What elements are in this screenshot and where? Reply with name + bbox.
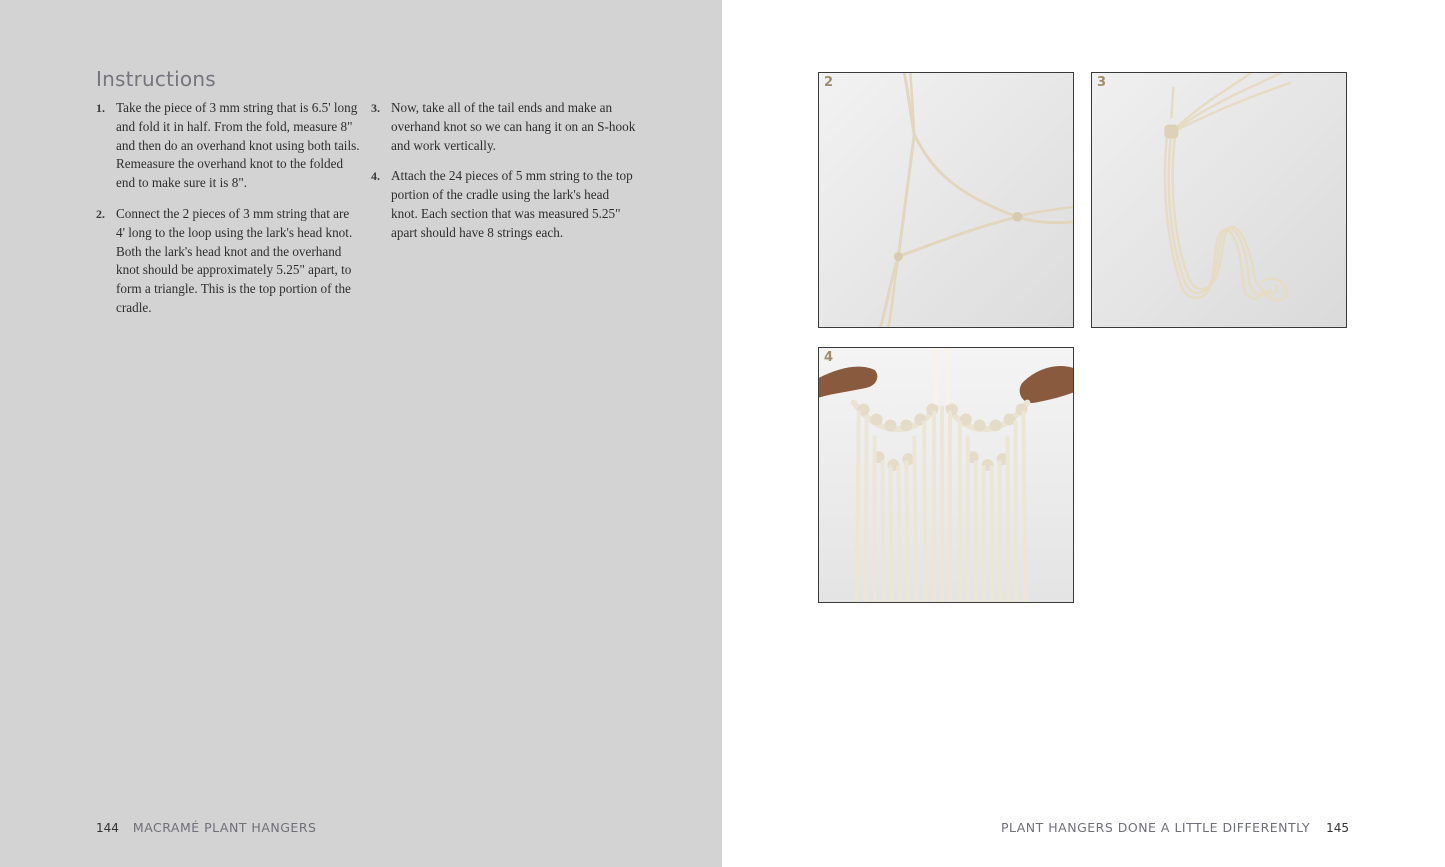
left-running-title: MACRAMÉ PLANT HANGERS: [132, 820, 317, 835]
instructions-heading: Instructions: [96, 67, 216, 91]
step-number: 2.: [96, 206, 105, 221]
step-number: 1.: [96, 101, 105, 115]
step-item: [96, 99, 361, 193]
step-item: [96, 205, 361, 318]
macrame-cradle-photo-icon: [819, 348, 1073, 602]
knotted-strings-photo-icon: [1092, 73, 1346, 327]
left-page-number: 144: [96, 821, 119, 835]
step-text: Attach the 24 pieces of 5 mm string to the top portion of the cradle using the lark's head knot. Each section that was measured 5.25" apart should have 8 strings each.: [391, 168, 633, 240]
step-text: Connect the 2 pieces of 3 mm string that are 4' long to the loop using the lark's head knot. Both the lark's head knot and the overhand knot should be approximately 5.25" apart, to form a triangle. This is the top portion of the cradle.: [116, 205, 353, 315]
instructions-column-2: [371, 99, 636, 255]
photo-step-3: [1091, 72, 1347, 328]
photo-number: 3: [1097, 75, 1107, 90]
step-number: 4.: [371, 169, 380, 184]
left-footer: [96, 820, 316, 835]
step-text: Take the piece of 3 mm string that is 6.5' long and fold it in half. From the fold, measure 8" and then do an overhand knot using both tails. Remeasure the overhand knot to the folded end to make sure it is 8".: [116, 100, 360, 191]
triangle-string-photo-icon: [819, 73, 1073, 327]
right-page-number: 145: [1326, 821, 1349, 835]
step-item: [371, 167, 636, 242]
step-item: [371, 99, 636, 155]
right-footer: [1001, 820, 1349, 835]
left-page: [0, 0, 722, 867]
step-number: 3.: [371, 101, 380, 115]
photo-step-4: [818, 347, 1074, 603]
photo-number: 2: [824, 75, 834, 90]
right-running-title: PLANT HANGERS DONE A LITTLE DIFFERENTLY: [1000, 820, 1311, 835]
instructions-column-1: [96, 99, 361, 330]
photo-step-2: [818, 72, 1074, 328]
step-text: Now, take all of the tail ends and make an overhand knot so we can hang it on an S-hook and work vertically.: [391, 100, 636, 153]
photo-number: 4: [824, 350, 834, 365]
